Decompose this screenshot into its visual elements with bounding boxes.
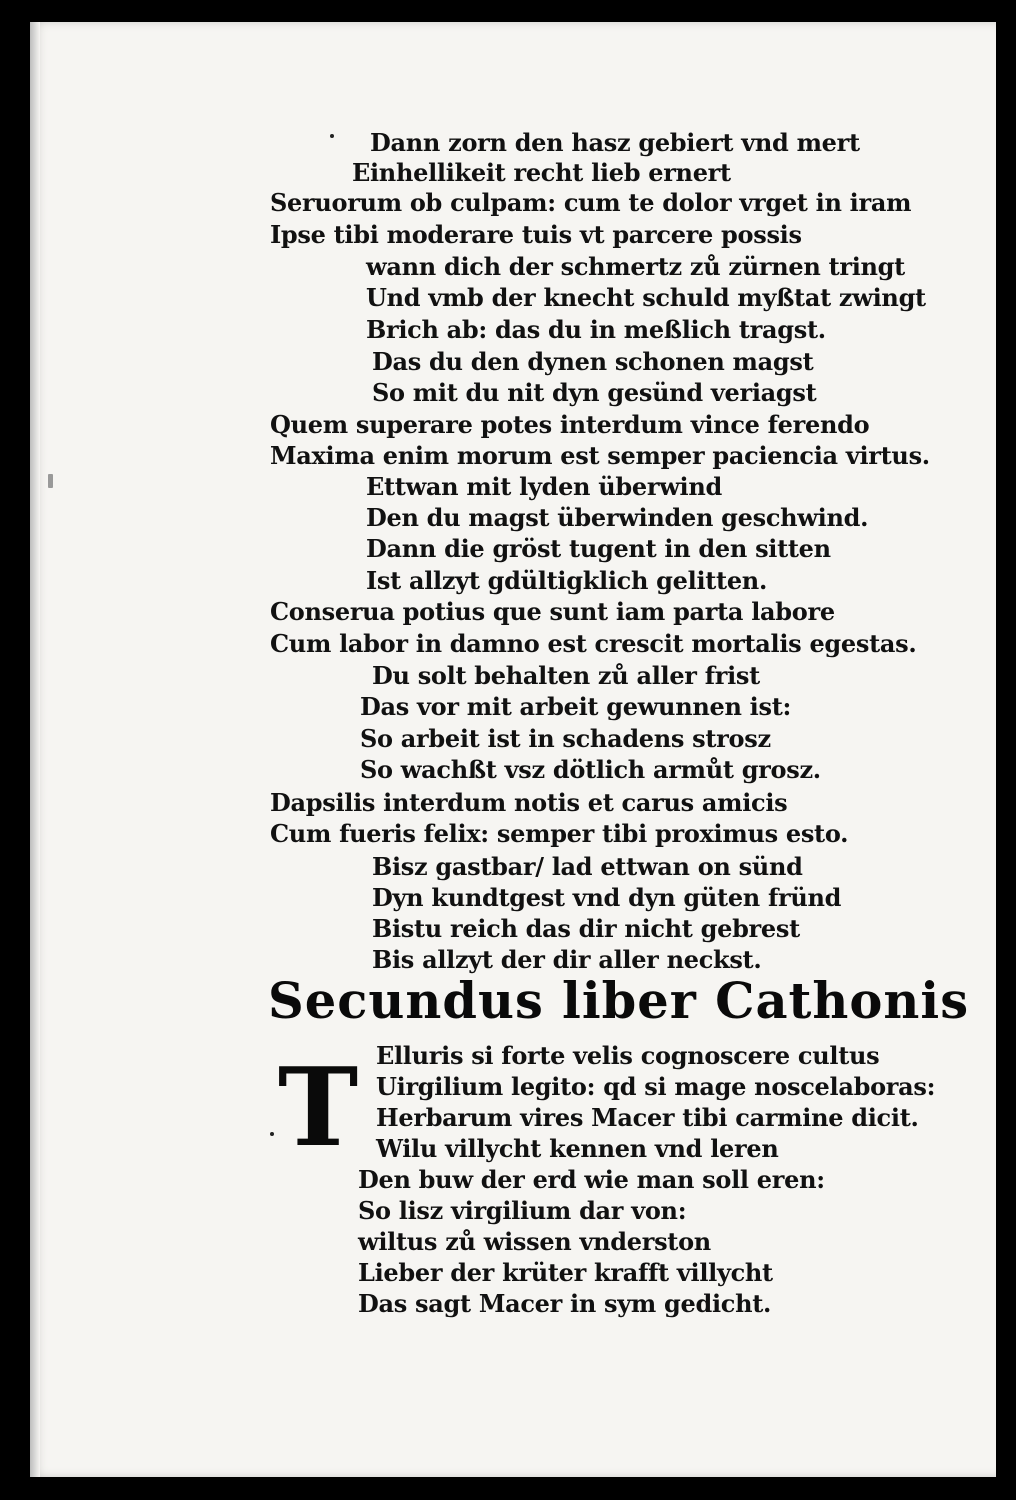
text-line: Herbarum vires Macer tibi carmine dicit.	[376, 1103, 919, 1132]
text-line: Lieber der krüter krafft villycht	[358, 1258, 773, 1287]
text-line: Das du den dynen schonen magst	[372, 347, 814, 376]
text-line: Brich ab: das du in meßlich tragst.	[366, 315, 826, 344]
text-line: So wachßt vsz dötlich armůt grosz.	[360, 755, 821, 784]
decorated-initial: T	[277, 1045, 359, 1171]
text-line: Ettwan mit lyden überwind	[366, 472, 723, 501]
text-line: Das sagt Macer in sym gedicht.	[358, 1289, 772, 1318]
text-line: wann dich der schmertz zů zürnen tringt	[366, 252, 905, 281]
text-line: Und vmb der knecht schuld myßtat zwingt	[366, 283, 926, 312]
text-line: Ist allzyt gdültigklich gelitten.	[366, 566, 768, 595]
text-line: Maxima enim morum est semper paciencia virtus.	[270, 441, 930, 470]
text-line: Den buw der erd wie man soll eren:	[358, 1165, 825, 1194]
text-line: Bisz gastbar/ lad ettwan on sünd	[372, 852, 803, 881]
text-line: Dann zorn den hasz gebiert vnd mert	[370, 128, 860, 157]
text-block	[30, 22, 996, 1477]
text-line: Elluris si forte velis cognoscere cultus	[376, 1041, 880, 1070]
text-line: Wilu villycht kennen vnd leren	[376, 1134, 779, 1163]
text-line: Du solt behalten zů aller frist	[372, 661, 760, 690]
text-line: Dapsilis interdum notis et carus amicis	[270, 788, 788, 817]
section-heading: Secundus liber Cathonis	[268, 972, 970, 1030]
text-line: Einhellikeit recht lieb ernert	[352, 158, 731, 187]
text-line: Seruorum ob culpam: cum te dolor vrget in iram	[270, 188, 912, 217]
text-line: Bis allzyt der dir aller neckst.	[372, 945, 762, 974]
text-line: Dann die gröst tugent in den sitten	[366, 534, 831, 563]
text-line: Cum fueris felix: semper tibi proximus esto.	[270, 819, 849, 848]
text-line: So lisz virgilium dar von:	[358, 1196, 687, 1225]
text-line: So arbeit ist in schadens strosz	[360, 724, 771, 753]
text-line: Das vor mit arbeit gewunnen ist:	[360, 692, 792, 721]
text-line: Den du magst überwinden geschwind.	[366, 503, 869, 532]
text-line: wiltus zů wissen vnderston	[358, 1227, 711, 1256]
text-line: Ipse tibi moderare tuis vt parcere possis	[270, 220, 802, 249]
text-line: Bistu reich das dir nicht gebrest	[372, 914, 800, 943]
text-line: Cum labor in damno est crescit mortalis egestas.	[270, 629, 917, 658]
text-line: Quem superare potes interdum vince ferendo	[270, 410, 870, 439]
text-line: Conserua potius que sunt iam parta labore	[270, 597, 835, 626]
text-line: So mit du nit dyn gesünd veriagst	[372, 378, 817, 407]
text-line: Dyn kundtgest vnd dyn güten fründ	[372, 883, 842, 912]
book-page	[30, 22, 996, 1477]
text-line: Uirgilium legito: qd si mage noscelaboras:	[376, 1072, 936, 1101]
